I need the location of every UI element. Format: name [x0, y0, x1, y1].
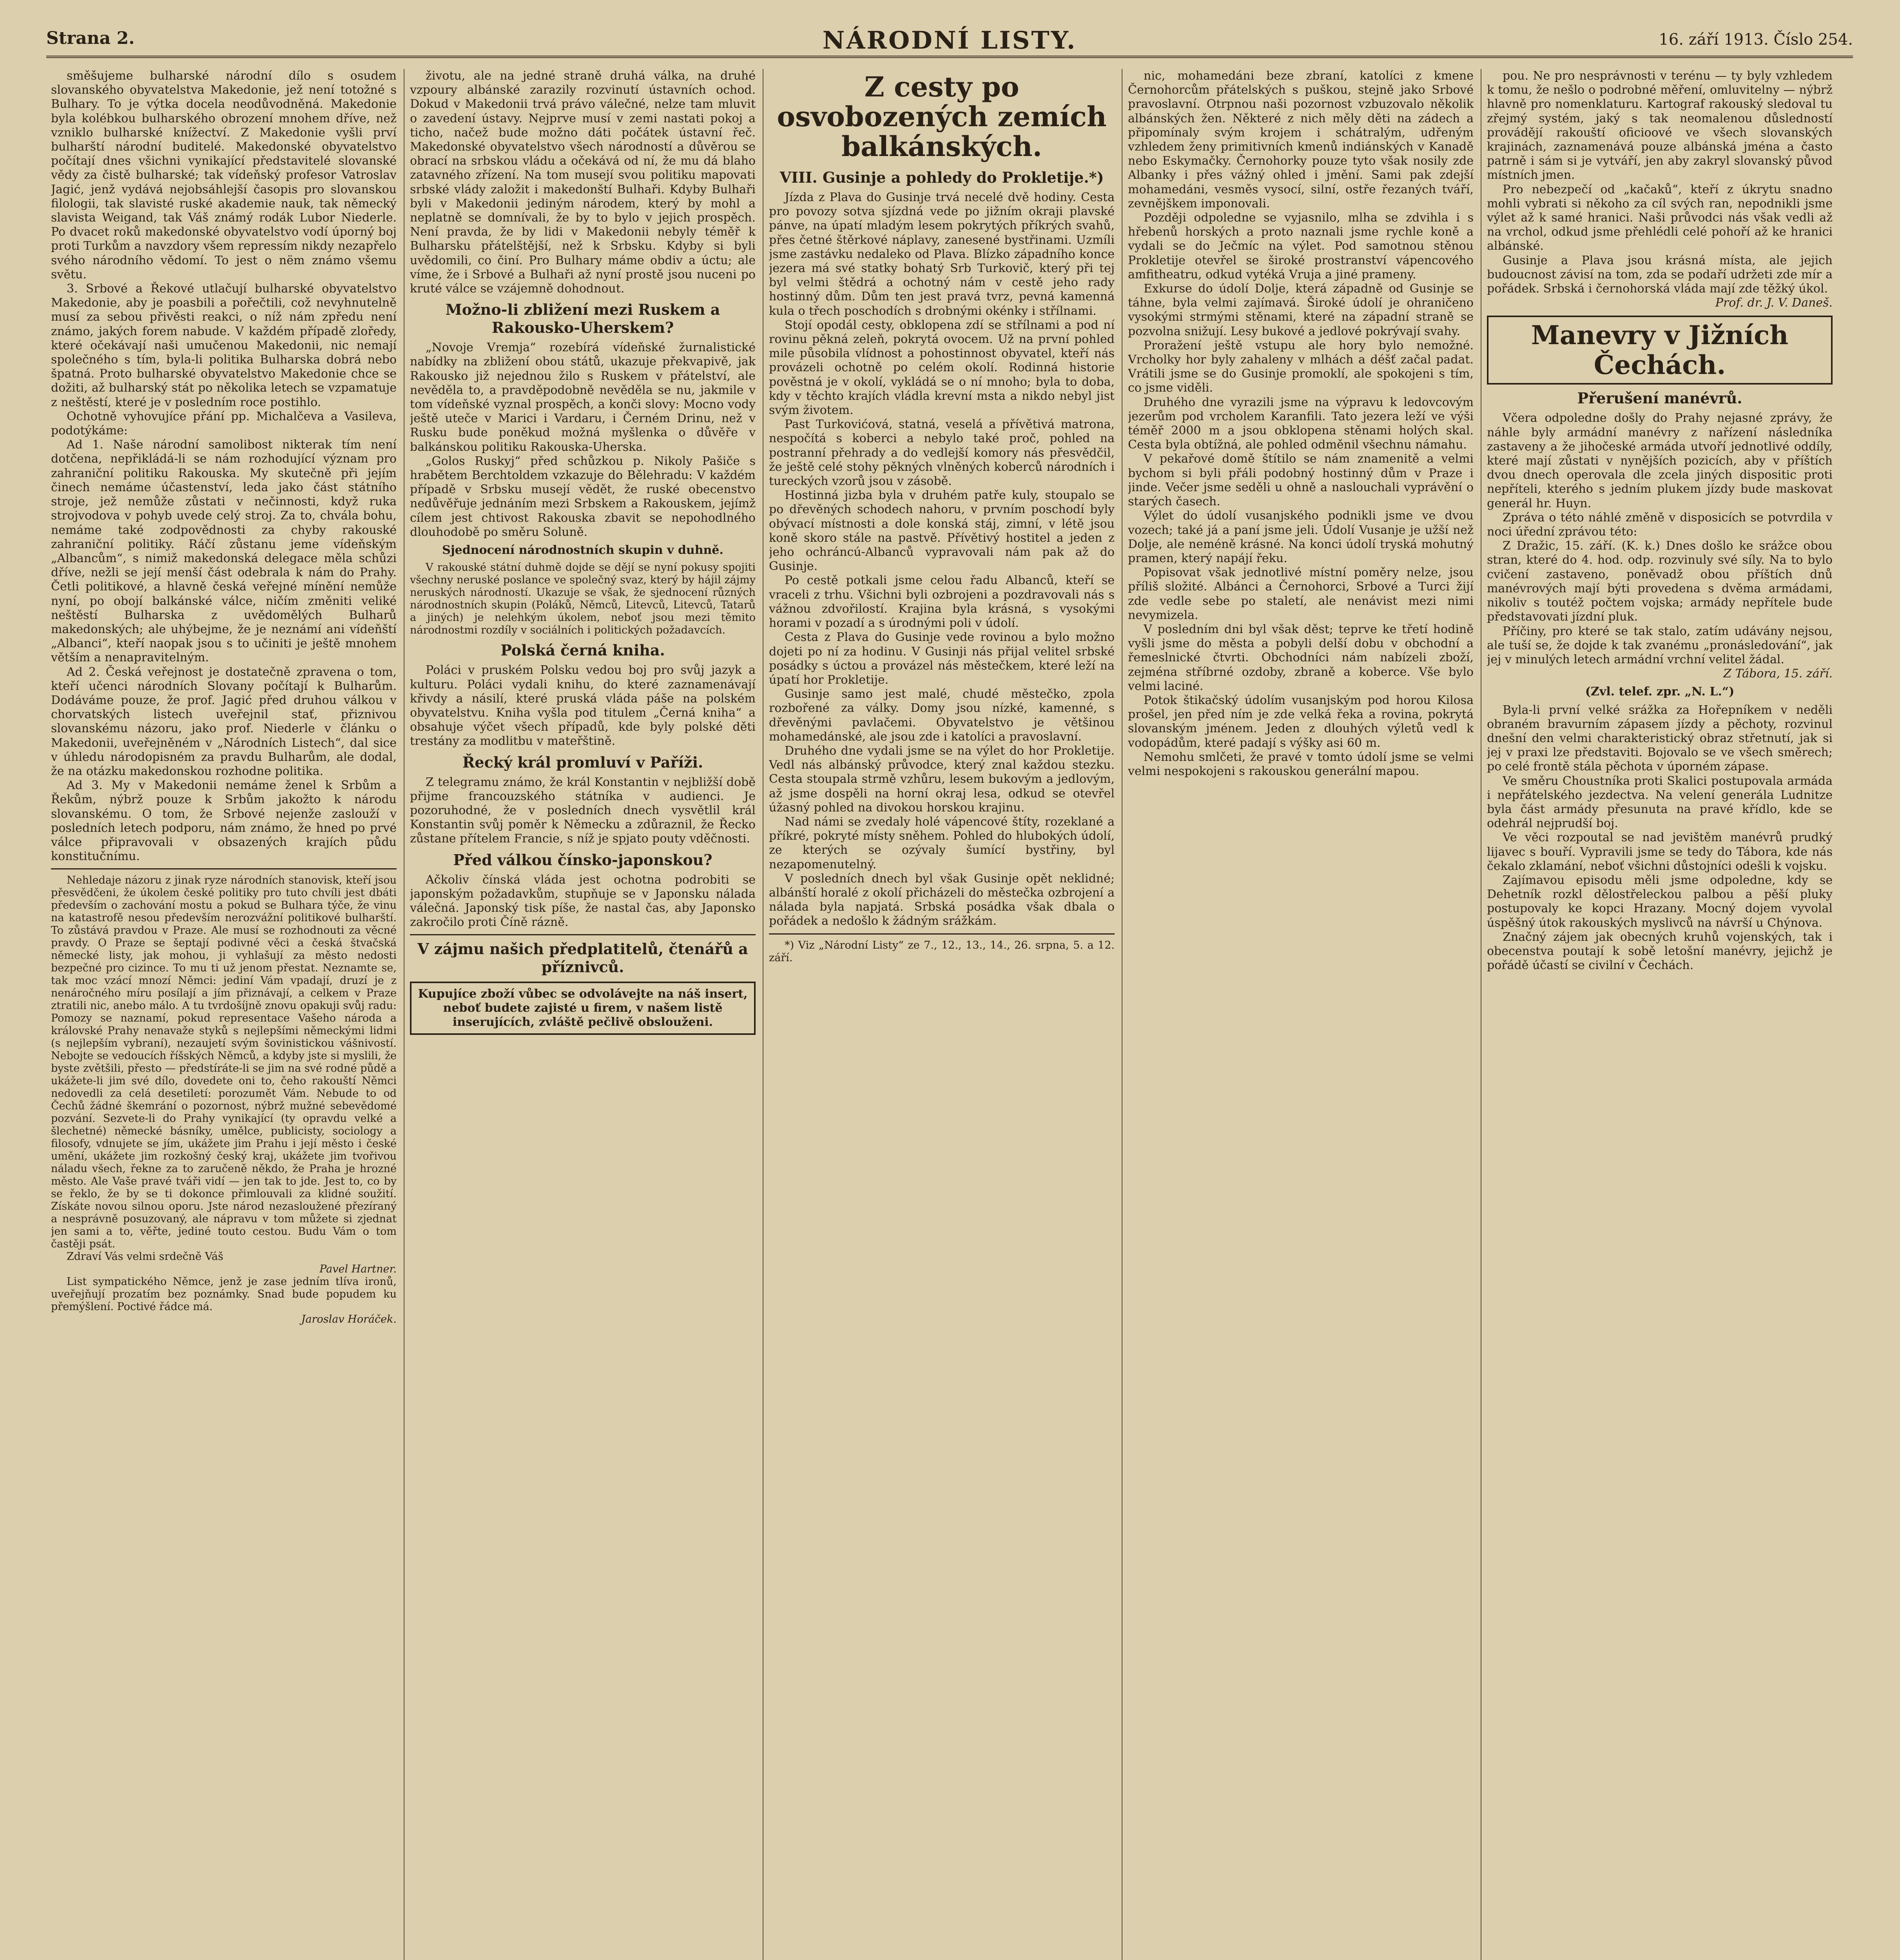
- article-paragraph: Druhého dne vydali jsme se na výlet do hor Prokletije. Vedl nás albánský průvodce, který znal každou stezku. Cesta stoupala strmě vzhůru, lesem bukovým a jedlovým, až jsme dospěli na horní okraj lesa, odkud se otevřel úžasný pohled na divokou horskou krajinu.: [769, 744, 1115, 815]
- article-paragraph: Zpráva o této náhlé změně v disposicích se potvrdila v noci úřední zprávou této:: [1487, 510, 1833, 539]
- section-heading: Řecký král promluví v Paříži.: [462, 753, 703, 771]
- column-2: [410, 69, 756, 1960]
- article-paragraph: Ačkoliv čínská vláda jest ochotna podrobiti se japonským požadavkům, stupňuje se v Japonsku nálada válečná. Japonský tisk píše, že nastal čas, aby Japonsko zakročilo proti Číně rázně.: [410, 873, 756, 929]
- article-paragraph: Druhého dne vyrazili jsme na výpravu k ledovcovým jezerům pod vrcholem Karanfili. Tato jezera leží ve výši téměř 2000 m a jsou obklopena stěnami holých skal. Cesta byla obtížná, ale pohled odměnil všechnu námahu.: [1128, 395, 1474, 452]
- article-paragraph: Nemohu smlčeti, že pravé v tomto údolí jsme se velmi velmi nespokojeni s rakouskou generální mapou.: [1128, 750, 1474, 778]
- section-heading: Možno-li zbližení mezi Ruskem a Rakousko-Uherskem?: [445, 301, 720, 337]
- dateline: Z Tábora, 15. září.: [1723, 667, 1833, 681]
- article-paragraph: Hostinná jizba byla v druhém patře kuly, stoupalo se po dřevěných schodech nahoru, v prvním poschodí byly obývací místnosti a dole konská stáj, zimní, v létě jsou koně skoro stále na pastvě. Přívětivý hostitel a jeden z jeho ochráncú-Albanců vypravovali nám pak až do Gusinje.: [769, 488, 1115, 573]
- letter-paragraph: Zdraví Vás velmi srdečně Váš: [67, 1250, 223, 1263]
- column-5: [1487, 69, 1833, 1960]
- masthead-title: NÁRODNÍ LISTY.: [822, 26, 1077, 54]
- section-title-box: Manevry v Jižních Čechách.: [1487, 316, 1833, 385]
- issue-date: 16. září 1913. Číslo 254.: [1659, 31, 1853, 49]
- article-paragraph: Ve věci rozpoutal se nad jevištěm manévrů prudký lijavec s bouří. Vypravili jsme se tedy do Tábora, kde nás čekalo zklamání, neboť všichni důstojníci odešli k vojsku.: [1487, 831, 1833, 873]
- article-paragraph: V pekařové domě štítilo se nám znamenitě a velmi bychom si byli přáli podobný hostinný dům v Praze i jinde. Večer jsme seděli u ohně a naslouchali vyprávění o starých časech.: [1128, 452, 1474, 509]
- editor-signature: Jaroslav Horáček.: [301, 1313, 397, 1326]
- footnote: *) Viz „Národní Listy“ ze 7., 12., 13., 14., 26. srpna, 5. a 12. září.: [769, 939, 1115, 964]
- divider: [51, 868, 397, 869]
- section-heading: Sjednocení národnostních skupin v duhně.: [442, 543, 723, 557]
- article-paragraph: Stojí opodál cesty, obklopena zdí se střílnami a pod ní rovinu pěkná zeleň, pokrytá ovocem. Už na první pohled mile působila vlídnost a pohostinnost obyvatel, kteří nás provázeli ochotně po celém okolí. Rodinná historie pověstná je v okolí, vykládá se o ní mnoho; byla to doba, kdy v těchto krajích vládla krevní msta a nikdo nebyl jist svým životem.: [769, 318, 1115, 417]
- editor-note: List sympatického Němce, jenž je zase jedním tlíva ironů, uveřejňují prozatím bez poznámky. Snad bude popudem ku přemýšlení. Poctivé řádce má.: [51, 1276, 397, 1313]
- page-header: [46, 28, 1853, 58]
- section-heading: Před válkou čínsko-japonskou?: [453, 851, 712, 869]
- article-paragraph: Výlet do údolí vusanjského podnikli jsme ve dvou vozech; také já a paní jsme jeli. Údolí Vusanje je užší než Dolje, ale neméně krásné. Na konci údolí tryská mohutný pramen, který napájí řeku.: [1128, 509, 1474, 565]
- article-paragraph: Ochotně vyhovujíce přání pp. Michalčeva a Vasileva, podotýkáme:: [51, 409, 397, 438]
- article-paragraph: „Golos Ruskyj“ před schůzkou p. Nikoly Pašiče s hrabětem Berchtoldem vzkazuje do Bělehradu: V každém případě v Srbsku musejí vědět, že ruské obecenstvo nedůvěřuje jednáním mezi Srbskem a Rakouskem, jejímž cílem jest chtivost Rakouska zbavit se nepohodlného dlouhodobě po směru Soluně.: [410, 454, 756, 539]
- divider: [769, 933, 1115, 935]
- article-paragraph: Ad 2. Česká veřejnost je dostatečně zpravena o tom, kteří učenci národních Slovany počítají k Bulharům. Dodáváme pouze, že prof. Jagić před druhou válkou v chorvatských listech uveřejnil stať, přiznivou slovanskému názoru, jako prof. Niederle v článku o Makedonii, uveřejněném v „Národních Listech“, dal sice v úhledu národopisném za pravdu Bulharům, ale dodal, že na otázku makedonskou rozhodne politika.: [51, 665, 397, 778]
- article-paragraph: 3. Srbové a Řekové utlačují bulharské obyvatelstvo Makedonie, aby je poasbili a pořečtili, což nevyhnutelně musí za sebou přivěsti reakci, o níž nám zpředu není známo, jakých forem nabude. V každém případě zloředy, které očekávají naši umučenou Makedonii, nic nemají společného s tím, byla-li politika Bulharska dobrá nebo špatná. Proto bulharské obyvatelstvo Makedonie chce se dožiti, až bulharský stát po několika letech se vzpamatuje z neštěstí, které je v posledním roce postihlo.: [51, 282, 397, 409]
- article-paragraph: směšujeme bulharské národní dílo s osudem slovanského obyvatelstva Makedonie, jež není totožné s Bulhary. To je výtka docela neodůvodněná. Makedonie byla kolébkou bulharského obrození mnohem dříve, než vzniklo bulharské knížectví. Z Makedonie vyšli prví bulharští národní buditelé. Makedonské obyvatelstvo počítají dnes všichni vynikající představitelé slovanské vědy za čistě bulharské; tak vídeňský profesor Vatroslav Jagić, jenž vydává nejobsáhlejší časopis pro slovanskou filologii, tak slavisté ruské akademie nauk, tak německý slavista Weigand, tak Váš známý rodák Lubor Niederle. Po dvacet roků makedonské obyvatelstvo vodí úporný boj proti Turkům a navzdory všem repressím nikdy nezapřelo svého národního vědomí. To jest o nëm známo všemu světu.: [51, 69, 397, 281]
- section-subtitle: Přerušení manévrů.: [1577, 389, 1742, 407]
- article-paragraph: Popisovat však jednotlivé místní poměry nelze, jsou příliš složité. Albánci a Černohorci, Srbové a Turci žijí zde vedle sebe po staletí, ale nenávist mezi nimi nevymizela.: [1128, 566, 1474, 622]
- article-paragraph: V rakouské státní duhmě dojde se dějí se nyní pokusy spojiti všechny neruské poslance ve společný svaz, který by hájil zájmy neruských národností. Ukazuje se však, že sjednocení různých národnostních skupin (Poláků, Němců, Litevců, Litevců, Tatarů a jiných) je nelehkým úkolem, neboť jsou mezi těmito národnostmi rozdíly v sociálních i politických požadavcích.: [410, 561, 756, 637]
- column-1: [51, 69, 397, 1960]
- article-paragraph: Byla-li první velké srážka za Hořepníkem v neděli obraném bravurním zápasem jízdy a pěchoty, rozvinul dnešní den velmi charakteristický obraz střetnutí, jak si jej v praxi lze představiti. Bojovalo se ve všech směrech; po celé frontě stála pěchota v úporném zápase.: [1487, 703, 1833, 774]
- article-paragraph: Zajímavou episodu měli jsme odpoledne, kdy se Dehetník rozkl dělostřeleckou palbou a pěší pluky postupovaly ke kopci Hrazany. Mocný dojem vyvolal úspěšný útok rakouských myslivců na návrší u Chýnova.: [1487, 873, 1833, 930]
- article-signature: Prof. dr. J. V. Daneš.: [1715, 296, 1833, 310]
- article-paragraph: V posledních dnech byl však Gusinje opět neklidné; albánští horalé z okolí přicházeli do městečka ozbrojení a nálada byla napjatá. Srbská posádka však dbala o pořádek a nedošlo k žádným srážkám.: [769, 871, 1115, 928]
- article-paragraph: Po cestě potkali jsme celou řadu Albanců, kteří se vraceli z trhu. Všichni byli ozbrojeni a pozdravovali nás s vážnou zdvořilostí. Krajina byla krásná, s vysokými horami v pozadí a s úrodnými poli v údolí.: [769, 573, 1115, 630]
- article-paragraph: Značný zájem jak obecných kruhů vojenských, tak i obecenstva poutají k sobě letošní manévry, jejichž je pořádě účastí se civilní v Čechách.: [1487, 930, 1833, 973]
- column-4: [1128, 69, 1474, 1960]
- article-paragraph: Past Turkovićová, statná, veselá a přívětivá matrona, nespočítá s koberci a nebylo také proč, pohled na postranní přehrady a do vedlejší komory nás přesvědčil, že ještě celé stohy pěkných vlněných koberců národních i tureckých vzorů jsou v zásobě.: [769, 417, 1115, 488]
- section-heading: Polská černá kniha.: [500, 641, 665, 659]
- article-paragraph: Pro nebezpečí od „kačaků“, kteří z úkrytu snadno mohli vybrati si někoho za cíl svých ran, nepodnikli jsme výlet až k samé hranici. Naši průvodci nás však vedli až na vrchol, odkud jsme přehlédli celé pohoří až ke hranici albánské.: [1487, 182, 1833, 253]
- article-paragraph: Nad námi se zvedaly holé vápencové štíty, rozeklané a příkré, pokryté místy sněhem. Pohled do hlubokých údolí, ze kterých se ozývaly šumící bystřiny, byl nezapomenutelný.: [769, 815, 1115, 871]
- article-paragraph: Proražení ještě vstupu ale hory bylo nemožné. Vrcholky hor byly zahaleny v mlhách a déšť začal padat. Vrátili jsme se do Gusinje promoklí, ale spokojeni s tím, co jsme viděli.: [1128, 338, 1474, 395]
- article-paragraph: Příčiny, pro které se tak stalo, zatím udávány nejsou, ale tuší se, že dojde k tak zvanému „pronásledování“, jak jej v minulých letech armádní vrchní velitel žádal.: [1487, 624, 1833, 666]
- notice-title: V zájmu našich předplatitelů, čtenářů a příznivců.: [417, 940, 748, 976]
- article-paragraph: Včera odpoledne došly do Prahy nejasné zprávy, že náhle byly armádní manévry z nařízení následníka zastaveny a že jihočeské armáda utvoří jednotlivé oddíly, které mají zůstati v nynějších pozicích, aby v příštích dvou dnech operovala dle zcela jiných dispositic proti nepříteli, kterého s jedním plukem jízdy bude maskovat generál hr. Huyn.: [1487, 411, 1833, 510]
- article-subtitle: VIII. Gusinje a pohledy do Prokletije.*): [780, 169, 1104, 186]
- article-paragraph: Gusinje samo jest malé, chudé městečko, zpola rozbořené za války. Domy jsou nízké, kamenné, s dřevěnými pavlačemi. Obyvatelstvo je většinou mohamedánské, ale jsou zde i katolíci a pravoslavní.: [769, 687, 1115, 744]
- article-title: Z cesty po osvobozených zemích balkánských.: [777, 71, 1107, 163]
- article-paragraph: Gusinje a Plava jsou krásná místa, ale jejich budoucnost závisí na tom, zda se podaří udržeti zde mír a pořádek. Srbská i černohorská vláda mají zde těžký úkol.: [1487, 253, 1833, 296]
- notice-body: Kupujíce zboží vůbec se odvolávejte na náš insert, neboť budete zajisté u firem, v našem listě inserujících, zvláště pečlivě obslouženi.: [418, 987, 748, 1029]
- column-3: [769, 69, 1115, 1960]
- advert-notice-box: [410, 982, 756, 1035]
- article-paragraph: Poláci v pruském Polsku vedou boj pro svůj jazyk a kulturu. Poláci vydali knihu, do které zaznamenávají křivdy a násilí, které pruská vláda páše na polském obyvatelstvu. Kniha vyšla pod titulem „Černá kniha“ a obsahuje výčet všech případů, kde byly polské děti trestány za modlitbu v mateřštině.: [410, 663, 756, 748]
- article-paragraph: Potok štikačský údolím vusanjským pod horou Kilosa prošel, jen před ním je zde velká řeka a rovina, pokrytá slovanským jménem. Jeden z dlouhých výletů vedl k vodopádům, které padají s výšky asi 60 m.: [1128, 693, 1474, 750]
- article-paragraph: V posledním dni byl však děst; teprve ke třetí hodině vyšli jsme do města a pobyli delší dobu v obchodní a řemeslnické čtvrti. Obchodníci nám nabízeli zboží, zejména stříbrné ozdoby, zbraně a koberce. Vše bylo velmi laciné.: [1128, 622, 1474, 693]
- article-paragraph: „Novoje Vremja“ rozebírá vídeňské žurnalistické nabídky na zbližení obou států, ukazuje překvapivě, jak Rakousko již nejednou žilo s Ruskem v přátelství, ale nevěděla to, a pravděpodobně nevěděla se nu, jakmile v tom vídeňské vyznal prospěch, a konči slovy: Mocno vody ještě uteče v Marici i Vardaru, i Černém Drinu, než v Rusku bude poněkud možná myšlenka o důvěře v balkánskou politiku Rakouska-Uherska.: [410, 341, 756, 454]
- letter-paragraph: Nehledaje názoru z jinak ryze národních stanovisk, kteří jsou přesvědčeni, že úkolem české politiky pro tuto chvíli jest dbáti především o zachování mostu a pokud se Bulhara týče, že vinu na katastrofě nesou především nerozvážní politikové bulharští. To zůstává pravdou v Praze. Ale musí se rozhodnouti za věcné pravdy. O Praze se šeptají podivné věci a česká štvačská německé listy, jak mohou, ji vyhlašují za město nedosti bezpečné pro cizince. To mu ti už jenom přestat. Neznamte se, tak moc vzácí mnozí Němci: jediní Vám vpadají, druzí je z nenáročného míru posílají a jím přiznávají, a celkem v Praze ztratili nic, anebo málo. A tu tvrdošíjně znovu opakuji svůj radu: Pomozy se naznamí, pokud representace Vašeho národa a královské Prahy nenavaže styků s nejlepšími německými lidmi (s nejlepším vybraní), nezaujetí svým šovinistickou vášnivostí. Nebojte se vedoucích říšských Němců, a kdyby jste si myslili, že byste zvětšili, přesto — předstíráte-li se jim na své rodné půdě a ukážete-li jim své dílo, dovedete oni to, čeho rakouští Němci nedovedli za celá desetiletí: porozumět Vám. Nebude to od Čechů žádné škemrání o pozornost, nýbrž mužné sebevědomé pozvání. Sezvete-li do Prahy vynikající (ty opravdu velké a šlechetné) německé básníky, umělce, publicisty, sociology a filosofy, vdnujete se jím, ukážete jim Prahu i její město i české umění, ukážete jim rozkošný český kraj, ukážete jim tvořivou náladu všech, řekne za to zaručeně někdo, že Praha je hrozné město. Ale Vaše pravé tváři vidí — jen tak to jde. Jest to, co by se řeklo, že by se ti dokonce přimlouvali za klidné soužití. Získáte novou silnou oporu. Jste národ nezasloužené přezíraný a nesprávně posuzovaný, ale nápravu v tom můžete si zjednat jen sami a to, věřte, jediné touto cestou. Budu Vám o tom častěji psát.: [51, 874, 397, 1250]
- article-paragraph: pou. Ne pro nesprávnosti v terénu — ty byly vzhledem k tomu, že nešlo o podrobné měření, omluvitelny — nýbrž hlavně pro nomenklaturu. Kartograf rakouský sledoval tu zřejmý systém, jaký s tak neomalenou důsledností provádějí rakouští oficioové ve všech slovanských krajinách, zaznamenává pouze albánská jména a často patrně i sám si je vytváří, jen aby zakryl slovanský původ místních jmen.: [1487, 69, 1833, 182]
- article-paragraph: Exkurse do údolí Dolje, která západně od Gusinje se táhne, byla velmi zajímavá. Široké údolí je ohraničeno vysokými strmými stěnami, které na západní straně se pozvolna snižují. Lesy bukové a jedlové pokrývají svahy.: [1128, 282, 1474, 338]
- letter-signature: Pavel Hartner.: [319, 1263, 397, 1276]
- article-paragraph: Ve směru Choustníka proti Skalici postupovala armáda i nepřátelského jezdectva. Na velení generála Ludnitze byla část armády přesunuta na pravé křídlo, kde se odehrál nejprudší boj.: [1487, 774, 1833, 831]
- article-paragraph: Později odpoledne se vyjasnilo, mlha se zdvihla i s hřebenů horských a proto naznali jsme rychle koně a vydali se do Ječmíc na výlet. Pod samotnou stěnou Prokletije otevřel se široké prostranství vápencového amfitheatru, odkud vytéká Vruja a jiné prameny.: [1128, 211, 1474, 281]
- divider: [410, 934, 756, 935]
- article-paragraph: Z telegramu známo, že král Konstantin v nejbližší době přijme francouzského státníka v audienci. Je pozoruhodné, že v posledních dnech vysvětlil král Konstantin svůj poměr k Německu a zdůraznil, že Řecko zůstane přítelem Francie, s níž je spjato pouty vděčnosti.: [410, 775, 756, 846]
- article-paragraph: Ad 3. My v Makedonii nemáme ženel k Srbům a Řekům, nýbrž pouze k Srbům jakožto k národu slovanskému. O tom, že Srbové nejenže zaslouží v posledních letech podporu, nám známo, že hned po prvé válce připravovali v obsazených krajích půdu konstitučnímu.: [51, 779, 397, 864]
- article-paragraph: Ad 1. Naše národní samolibost nikterak tím není dotčena, nepřikládá-li se nám rozhodující význam pro zahraniční politiku Rakouska. My skutečně při jejím činech nemáme účastenství, leda jako část státního stroje, jež nemůže zůstati v nečinnosti, když ruka strojvodova v pohyb uvede celý stroj. Za to, chvála bohu, nemáme také zodpovědnosti za chyby rakouské zahraniční politiky. Ráčí zůstanu jeme vídeňským „Albancům“, s nimiž makedonská delegace měla schůzi dříve, nežli se její menší část odebrala k nám do Prahy. Četli politikové, a hlavně česká veřejné mínění nemůže nyní, po obojí balkánské válce, ničím změniti veliké neštěstí Bulharska z uvědomělých Bulharů makedonských; ale uhýbejme, že je neznámí ani vídeňští „Albanci“, kteří naopak jsou s to učiniti je ještě mnohem větším a nenapravitelným.: [51, 438, 397, 665]
- article-paragraph: nic, mohamedáni beze zbraní, katolíci z kmene Černohorcům přátelských s puškou, stejně jako Srbové pravoslavní. Otrpnou naši pozornost vzbuzovalo několik albánských žen. Některé z nich měly děti na zádech a připomínaly svým krojem i schátralým, udřeným vzhledem ženy primitivních kmenů indiánských v Kanadě nebo Eskymačky. Černohorky pouze tyto však nosily zde Albanky i přes vážný ohled i jmění. Sami pak zdejší mohamedáni, vesměs vysocí, silní, ostře řezaných tváří, zevnějškem imponovali.: [1128, 69, 1474, 211]
- dateline-source: (Zvl. telef. zpr. „N. L.“): [1585, 685, 1735, 699]
- article-paragraph: Cesta z Plava do Gusinje vede rovinou a bylo možno dojeti po ní za hodinu. V Gusinji nás přijal velitel srbské posádky s úctou a provázel nás městečkem, které leží na úpatí hor Prokletije.: [769, 630, 1115, 687]
- article-paragraph: Jízda z Plava do Gusinje trvá necelé dvě hodiny. Cesta pro povozy sotva sjízdná vede po jižním okraji plavské pánve, na úpatí mladým lesem pokrytých příkrých svahů, přes četné štěrkové náplavy, zanesené bystřinami. Uzmíli jsme zastávku nedaleko od Plava. Blízko západního konce jezera má své statky bohatý Srb Turkovič, který při tej byl velmi štědrá a ochotný nám v cestě jeho rady hostinný dům. Dům ten jest pravá tvrz, pevná kamenná kula o třech poschodích s drobnými okénky i střílnami.: [769, 191, 1115, 318]
- page-number: Strana 2.: [46, 28, 135, 48]
- article-paragraph: životu, ale na jedné straně druhá válka, na druhé vzpoury albánské zarazily rozvinutí ústavních ochod. Dokud v Makedonii trvá právo válečné, nelze tam mluvit o zavedení ústavy. Nejprve musí v zemi nastati pokoj a ticho, načež bude možno dáti počátek ústavní řeč. Makedonské obyvatelstvo všech národností a důvěrou se obrací na srbskou vládu a očekává od ní, že mu dá blaho zatavného zřízení. Na tom musejí svou politiku mapovati srbské vlády založit i makedonští Bulhaři. Kdyby Bulhaři byli v Makedonii jediným národem, který by mohl a neplatně se domnívali, že by to bylo v jejich prospěch. Není pravda, že by lidi v Makedonii nebyly téměř k Bulharsku přátelštější, než k Srbsku. Kdyby si byli uvědomili, co činí. Pro Bulhary máme obdiv a úctu; ale víme, že i Srbové a Bulhaři až nyní prostě jsou nuceni po kruté válce se vzájemně dohodnout.: [410, 69, 756, 296]
- article-paragraph: Z Dražic, 15. září. (K. k.) Dnes došlo ke srážce obou stran, které do 4. hod. odp. rozvinuly své síly. Na to bylo cvičení zastaveno, poněvadž obou příštích dnů manévrových mají býti provedena s dvěma armádami, nikoliv s toutéž počtem vojska; armády nepřítele bude představovati jízdní pluk.: [1487, 539, 1833, 624]
